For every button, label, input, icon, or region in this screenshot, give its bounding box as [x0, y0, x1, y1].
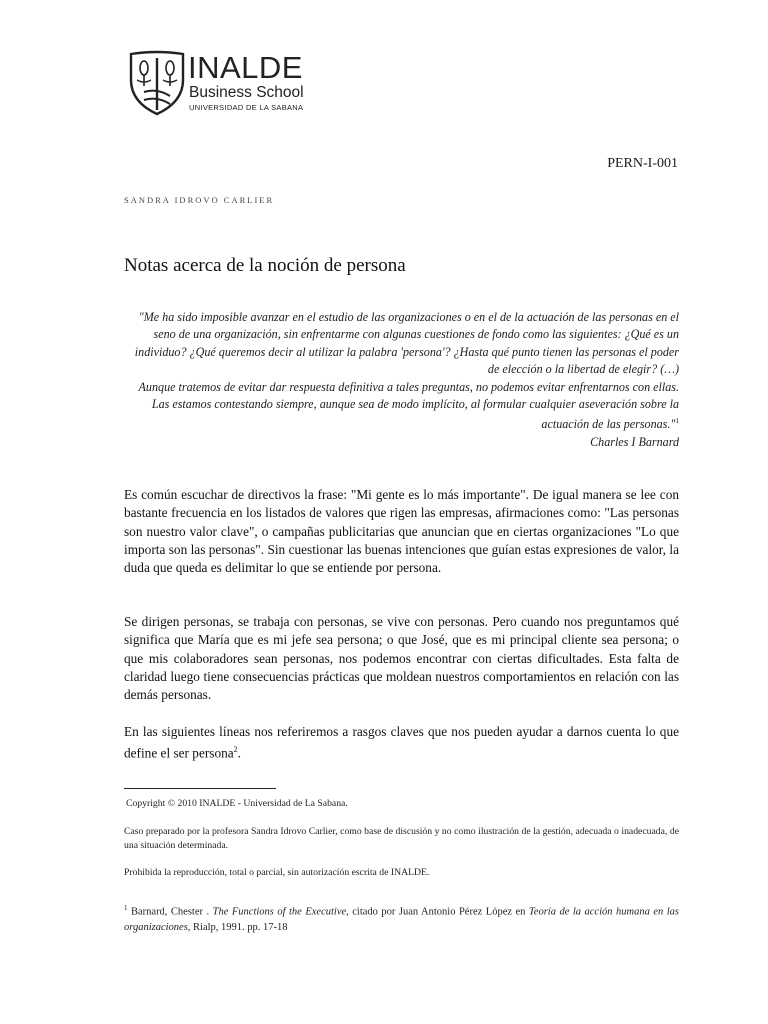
quote-text-2: Aunque tratemos de evitar dar respuesta definitiva a tales preguntas, no podemos evitar enfrentarnos con ellas. Las estamos contestando siempre, aunque sea de modo implícito, al formular cualquier aseveración sobre la actuación de las personas." — [138, 379, 679, 432]
footnote-cited: , citado por Juan Antonio Pérez López en — [346, 906, 529, 918]
footnote-ref-1[interactable]: 1 — [675, 417, 679, 426]
footnote-author: Barnard, Chester . — [127, 906, 213, 918]
epigraph-quote — [124, 309, 679, 451]
logo-name: INALDE — [188, 50, 303, 85]
footnote-book-title: The Functions of the Executive — [212, 906, 347, 918]
logo-university: UNIVERSIDAD DE LA SABANA — [189, 103, 304, 112]
footnote-source-title: Teoría de la acción humana en las organizaciones — [124, 906, 679, 933]
shield-crest-icon — [128, 50, 186, 116]
footnote-ref-2[interactable]: 2 — [233, 745, 238, 755]
case-code: PERN-I-001 — [607, 156, 678, 171]
reproduction-notice: Prohibida la reproducción, total o parcial, sin autorización escrita de INALDE. — [124, 867, 430, 878]
body-paragraph-3 — [124, 723, 679, 763]
paragraph-3-text: En las siguientes líneas nos referiremos a rasgos claves que nos pueden ayudar a darnos cuenta lo que define el ser persona — [124, 724, 679, 761]
document-title: Notas acerca de la noción de persona — [124, 255, 406, 276]
quote-attribution: Charles I Barnard — [590, 434, 679, 449]
footnote-1 — [124, 901, 679, 936]
case-note: Caso preparado por la profesora Sandra Idrovo Carlier, como base de discusión y no como ilustración de la gestión, adecuada o inadecuada, de una situación determinada. — [124, 826, 679, 851]
quote-paragraph-2 — [124, 379, 679, 434]
body-paragraph-1: Es común escuchar de directivos la frase: "Mi gente es lo más importante". De igual manera se lee con bastante frecuencia en los listados de valores que rigen las empresas, afirmaciones como: "Las personas son nuestro valor clave", o campañas publicitarias que anuncian que en ciertas organizaciones "Lo que importa son las personas". Sin cuestionar las buenas intenciones que guían estas expresiones de valor, la duda que queda es delimitar lo que se entiende por persona. — [124, 487, 679, 576]
logo-subtitle: Business School — [189, 84, 304, 101]
footnote-divider — [124, 788, 276, 789]
quote-paragraph-1: "Me ha sido imposible avanzar en el estudio de las organizaciones o en el de la actuación de las personas en el seno de una organización, sin enfrentarme con algunas cuestiones de fondo como las siguientes: ¿Qué es un individuo? ¿Qué queremos decir al utilizar la palabra 'persona'? ¿Hasta qué punto tienen las personas el poder de elección o la libertad de elegir? (…) — [134, 310, 679, 377]
inalde-logo — [128, 50, 308, 120]
paragraph-3-end: . — [237, 745, 241, 761]
copyright-notice: Copyright © 2010 INALDE - Universidad de La Sabana. — [126, 798, 348, 809]
author-name: SANDRA IDROVO CARLIER — [124, 195, 275, 205]
body-paragraph-2: Se dirigen personas, se trabaja con personas, se vive con personas. Pero cuando nos preguntamos qué significa que María que es mi jefe sea persona; o que José, que es mi principal cliente sea persona; o que mis colaboradores sean personas, nos podemos encontrar con ciertas dificultades. Esta falta de claridad luego tiene consecuencias prácticas que moldean nuestros comportamientos en relación con las demás personas. — [124, 614, 679, 703]
footnote-publisher: , Rialp, 1991. pp. 17-18 — [187, 922, 288, 933]
footnote-number: 1 — [124, 904, 128, 912]
